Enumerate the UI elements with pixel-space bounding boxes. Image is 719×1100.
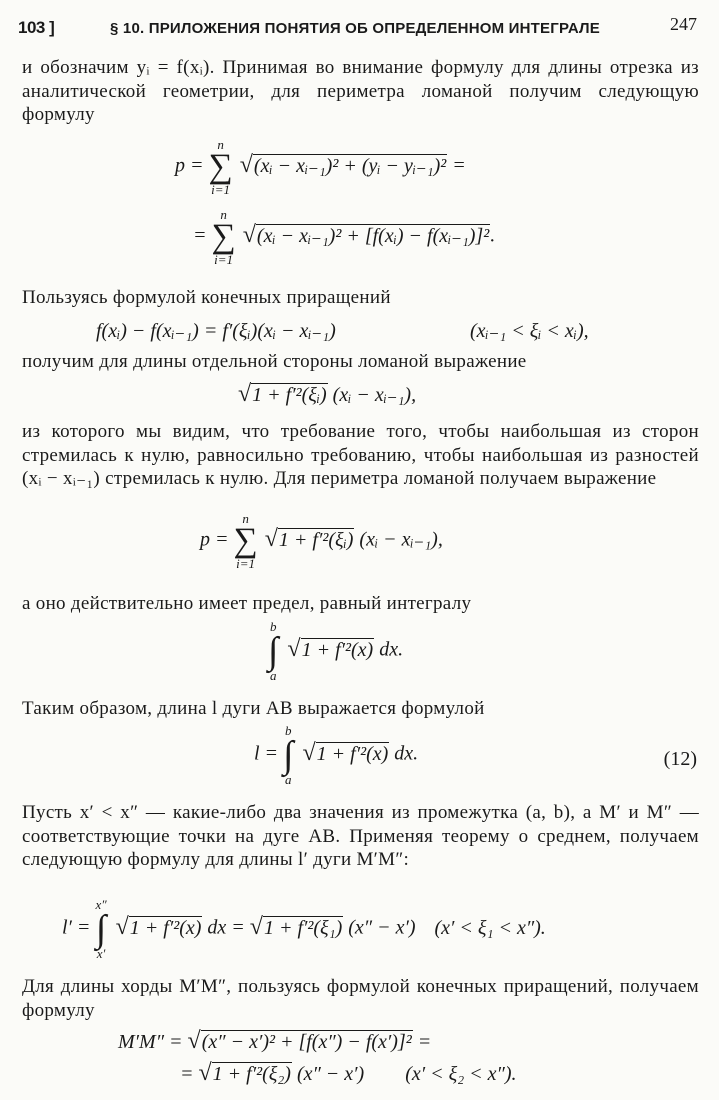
formula-lhs: l = bbox=[254, 742, 279, 765]
integral-upper-limit: b bbox=[285, 723, 292, 738]
paragraph-text: из которого мы видим, что требование того, чтобы наибольшая из сторон стремилась к нулю, равносильно требованию, чтобы наибольшая из разностей (xᵢ − xᵢ₋₁) стремилась к нулю. Для периметра ломаной получаем выражение bbox=[22, 421, 699, 489]
sum-symbol: n ∑ i=1 bbox=[208, 137, 233, 197]
formula-lhs: l′ = bbox=[62, 916, 91, 939]
square-root: √(xᵢ − xᵢ₋₁)² + [f(xᵢ) − f(xᵢ₋₁)]² bbox=[242, 221, 490, 248]
formula-end: = bbox=[452, 154, 466, 177]
formula-lhs: p = bbox=[200, 528, 229, 551]
formula-perimeter-1 bbox=[175, 138, 466, 196]
formula-lhs: = bbox=[193, 224, 207, 247]
paragraph-3 bbox=[22, 350, 699, 374]
paragraph-text: получим для длины отдельной стороны ломаной выражение bbox=[22, 351, 527, 372]
paragraph-8 bbox=[22, 975, 699, 1022]
square-root: √1 + f′²(ξ₁) bbox=[249, 913, 343, 940]
formula-lhs: = bbox=[180, 1063, 194, 1085]
paragraph-text: а оно действительно имеет предел, равный интегралу bbox=[22, 593, 472, 614]
formula-condition bbox=[470, 318, 589, 343]
formula-integral bbox=[268, 620, 403, 682]
formula-radicand: (x″ − x′)² + [f(x″) − f(x′)]² bbox=[201, 1031, 412, 1053]
sum-symbol: n ∑ i=1 bbox=[211, 207, 236, 267]
formula-tail: dx. bbox=[394, 742, 419, 765]
formula-radicand: 1 + f′²(ξᵢ) bbox=[278, 528, 354, 551]
paragraph-4 bbox=[22, 420, 699, 491]
formula-end: . bbox=[490, 224, 496, 247]
left-page-number: 103 ] bbox=[18, 18, 55, 37]
integral-symbol: x″ ∫ x′ bbox=[95, 897, 107, 961]
paragraph-text: Для длины хорды M′M″, пользуясь формулой конечных приращений, получаем формулу bbox=[22, 976, 699, 1021]
integral-upper-limit: b bbox=[269, 619, 277, 634]
sum-upper-limit: n bbox=[220, 207, 227, 222]
formula-radicand: (xᵢ − xᵢ₋₁)² + (yᵢ − yᵢ₋₁)² bbox=[253, 154, 447, 177]
formula-radicand: 1 + f′²(ξ₂) bbox=[212, 1063, 291, 1085]
formula-chord bbox=[118, 1028, 431, 1055]
square-root: √1 + f′²(ξ₂) bbox=[198, 1060, 291, 1086]
square-root: √(xᵢ − xᵢ₋₁)² + (yᵢ − yᵢ₋₁)² bbox=[239, 151, 447, 178]
sum-upper-limit: n bbox=[242, 511, 249, 526]
square-root: √1 + f′²(x) bbox=[115, 913, 202, 940]
equation-number: (12) bbox=[663, 748, 697, 770]
formula-radicand: (xᵢ − xᵢ₋₁)² + [f(xᵢ) − f(xᵢ₋₁)]² bbox=[256, 224, 490, 247]
running-head: § 10. ПРИЛОЖЕНИЯ ПОНЯТИЯ ОБ ОПРЕДЕЛЕННОМ ИНТЕГРАЛЕ bbox=[110, 20, 600, 37]
integral-symbol: b ∫ a bbox=[283, 723, 294, 787]
formula-tail: (x″ − x′) bbox=[296, 1063, 365, 1085]
paragraph-1 bbox=[22, 56, 699, 127]
sum-symbol: n ∑ i=1 bbox=[233, 511, 258, 571]
formula-lhs: M′M″ = bbox=[118, 1031, 183, 1053]
sum-lower-limit: i=1 bbox=[214, 252, 234, 267]
formula-tail: (x″ − x′) bbox=[348, 916, 416, 939]
integral-lower-limit: a bbox=[285, 772, 292, 787]
formula-end: = bbox=[417, 1031, 432, 1053]
formula-radicand: 1 + f′²(ξ₁) bbox=[263, 916, 343, 939]
formula-side-length bbox=[238, 381, 416, 408]
paragraph-text: и обозначим yᵢ = f(xᵢ). Принимая во внимание формулу для длины отрезка из аналитической геометрии, для периметра ломаной получим следующую формулу bbox=[22, 57, 699, 125]
paragraph-5 bbox=[22, 592, 699, 616]
integral-lower-limit: a bbox=[269, 668, 277, 683]
paragraph-text: Пусть x′ < x″ — какие-либо два значения из промежутка (a, b), а M′ и M″ — соответствующие точки на дуге AB. Применяя теорему о среднем, получаем следующую формулу для длины l′ дуги M′M″: bbox=[22, 802, 699, 870]
square-root: √1 + f′²(x) bbox=[302, 739, 389, 766]
page-number: 247 bbox=[670, 14, 697, 34]
formula-radicand: 1 + f′²(ξᵢ) bbox=[252, 384, 327, 406]
paragraph-text: Пользуясь формулой конечных приращений bbox=[22, 287, 391, 308]
square-root: √(x″ − x′)² + [f(x″) − f(x′)]² bbox=[187, 1028, 412, 1054]
square-root: √1 + f′²(ξᵢ) bbox=[238, 381, 327, 407]
formula-condition-text: (xᵢ₋₁ < ξᵢ < xᵢ), bbox=[470, 320, 589, 342]
formula-tail: (xᵢ − xᵢ₋₁), bbox=[359, 528, 443, 551]
formula-perimeter-2 bbox=[193, 208, 495, 266]
paragraph-2 bbox=[22, 286, 699, 310]
formula-radicand: 1 + f′²(x) bbox=[316, 742, 389, 765]
formula-radicand: 1 + f′²(x) bbox=[129, 916, 202, 939]
paragraph-7 bbox=[22, 801, 699, 872]
formula-arc-length bbox=[254, 724, 418, 786]
paragraph-text: Таким образом, длина l дуги AB выражается формулой bbox=[22, 698, 485, 719]
sum-upper-limit: n bbox=[217, 137, 224, 152]
formula-condition-text: (x′ < ξ₁ < x″). bbox=[434, 916, 546, 939]
integral-upper-limit: x″ bbox=[95, 897, 107, 912]
square-root: √1 + f′²(ξᵢ) bbox=[264, 525, 354, 552]
formula-lhs: p = bbox=[175, 154, 204, 177]
formula-tail: dx. bbox=[379, 638, 404, 661]
formula-middle: dx = bbox=[207, 916, 245, 939]
formula-radicand: 1 + f′²(x) bbox=[301, 638, 374, 661]
formula-tail: (xᵢ − xᵢ₋₁), bbox=[332, 384, 417, 406]
formula-body: f(xᵢ) − f(xᵢ₋₁) = f′(ξᵢ)(xᵢ − xᵢ₋₁) bbox=[96, 320, 336, 342]
page-header bbox=[14, 12, 701, 42]
formula-finite-increments bbox=[96, 318, 336, 343]
formula-condition-text: (x′ < ξ₂ < x″). bbox=[405, 1063, 517, 1085]
sum-lower-limit: i=1 bbox=[236, 556, 256, 571]
square-root: √1 + f′²(x) bbox=[287, 635, 374, 662]
integral-symbol: b ∫ a bbox=[268, 619, 279, 683]
integral-lower-limit: x′ bbox=[96, 946, 106, 961]
formula-arc-mean-value bbox=[62, 898, 546, 960]
paragraph-6 bbox=[22, 697, 699, 721]
sum-lower-limit: i=1 bbox=[211, 182, 231, 197]
formula-perimeter-3 bbox=[200, 512, 443, 570]
formula-chord-2 bbox=[180, 1060, 517, 1087]
